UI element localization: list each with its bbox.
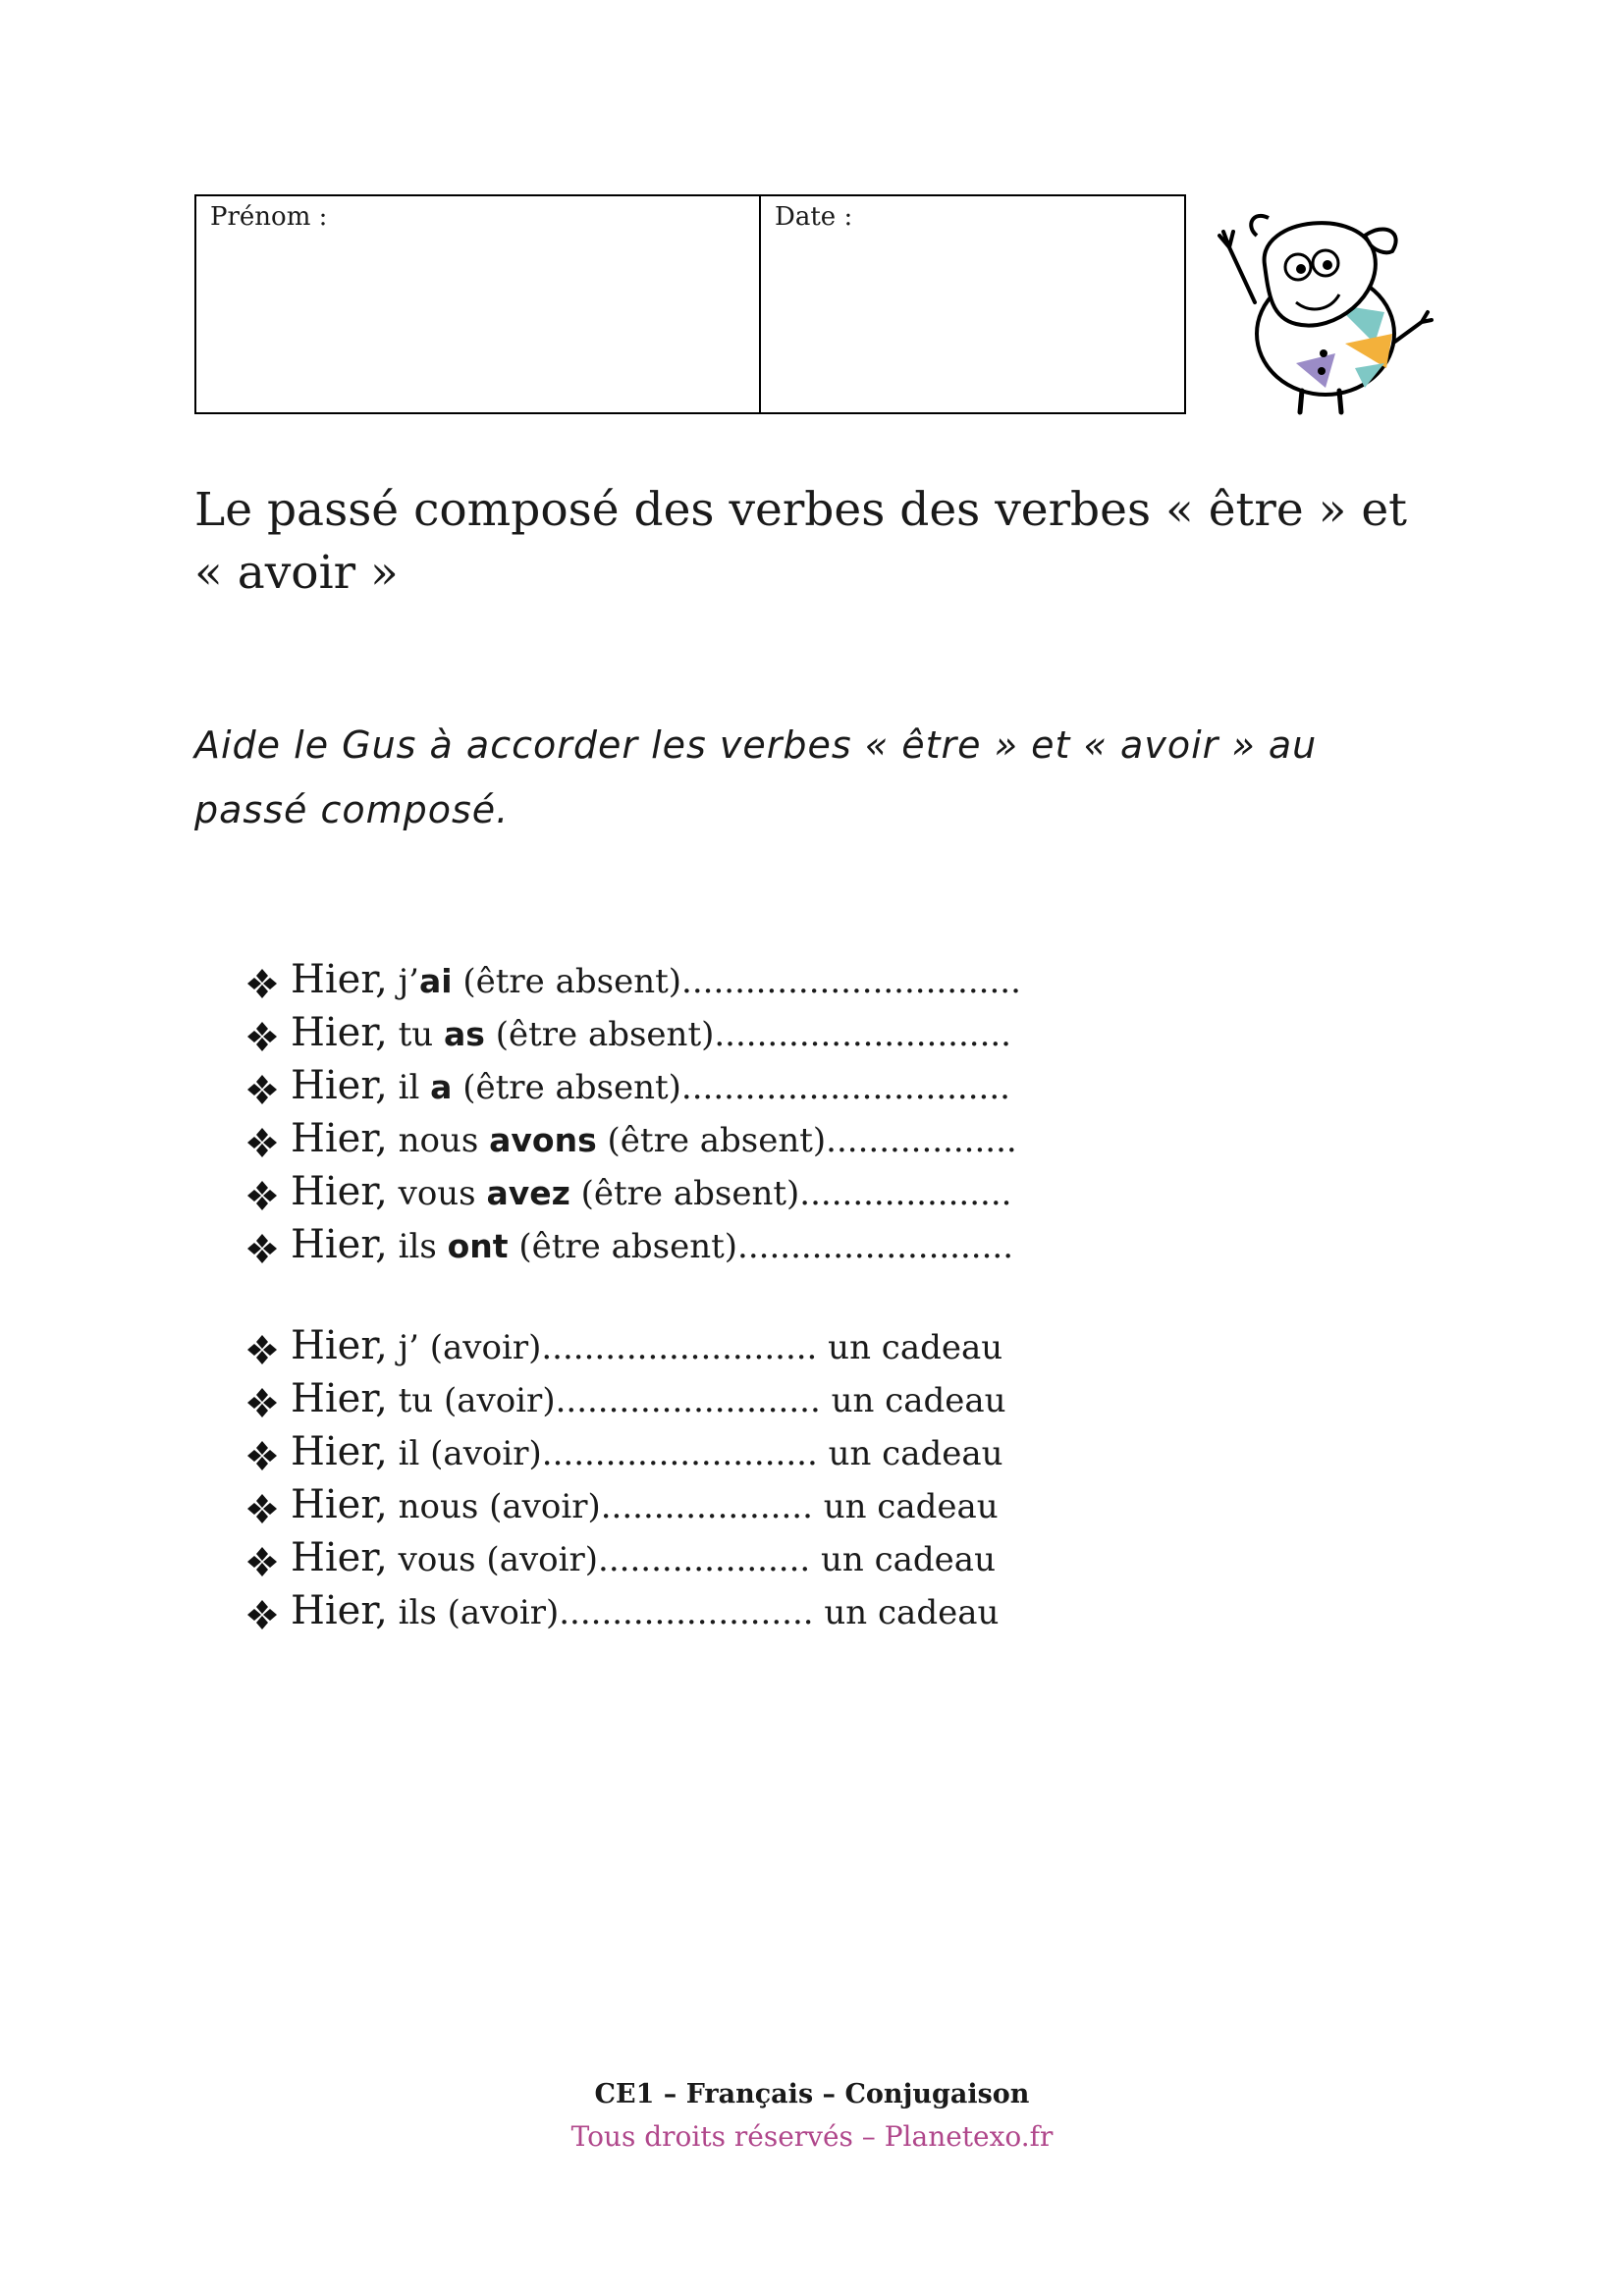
list-item: Hier, j’ ai (être absent)................................	[245, 957, 1021, 1010]
list-item: Hier, j’ (avoir).......................... un cadeau	[245, 1323, 1006, 1376]
diamond-bullet-icon	[245, 1333, 279, 1366]
first-name-field[interactable]	[196, 196, 761, 412]
diamond-bullet-icon	[245, 1126, 279, 1159]
list-item: Hier, ils ont (être absent)..........................	[245, 1222, 1021, 1275]
diamond-bullet-icon	[245, 1545, 279, 1578]
diamond-bullet-icon	[245, 1179, 279, 1212]
diamond-bullet-icon	[245, 1020, 279, 1053]
diamond-bullet-icon	[245, 1492, 279, 1525]
date-field[interactable]	[761, 196, 1184, 412]
diamond-bullet-icon	[245, 967, 279, 1000]
gus-mascot-icon	[1218, 196, 1434, 417]
list-item: Hier, vous (avoir).................... un cadeau	[245, 1535, 1006, 1588]
first-name-label: Prénom :	[210, 202, 328, 232]
list-item: Hier, ils (avoir)........................ un cadeau	[245, 1588, 1006, 1641]
list-item: Hier, tu as (être absent)............................	[245, 1010, 1021, 1063]
exercise-avoir-list	[245, 1323, 1006, 1641]
date-label: Date :	[775, 202, 853, 232]
list-item: Hier, il a (être absent)...............................	[245, 1063, 1021, 1116]
diamond-bullet-icon	[245, 1439, 279, 1472]
list-item: Hier, il (avoir).......................... un cadeau	[245, 1429, 1006, 1482]
list-item: Hier, nous (avoir).................... un cadeau	[245, 1482, 1006, 1535]
list-item: Hier, nous avons (être absent)..................	[245, 1116, 1021, 1169]
footer-subject: CE1 – Français – Conjugaison	[594, 2079, 1030, 2109]
diamond-bullet-icon	[245, 1073, 279, 1106]
list-item: Hier, vous avez (être absent)....................	[245, 1169, 1021, 1222]
header-table	[194, 194, 1186, 414]
instruction-text: Aide le Gus à accorder les verbes « être » et « avoir » au passé composé.	[194, 723, 1318, 831]
diamond-bullet-icon	[245, 1598, 279, 1631]
diamond-bullet-icon	[245, 1232, 279, 1265]
exercise-etre-list	[245, 957, 1021, 1275]
page-title: Le passé composé des verbes des verbes « être » et « avoir »	[194, 483, 1408, 600]
footer-copyright-link[interactable]: Tous droits réservés – Planetexo.fr	[570, 2120, 1054, 2153]
list-item: Hier, tu (avoir)......................... un cadeau	[245, 1376, 1006, 1429]
diamond-bullet-icon	[245, 1386, 279, 1419]
